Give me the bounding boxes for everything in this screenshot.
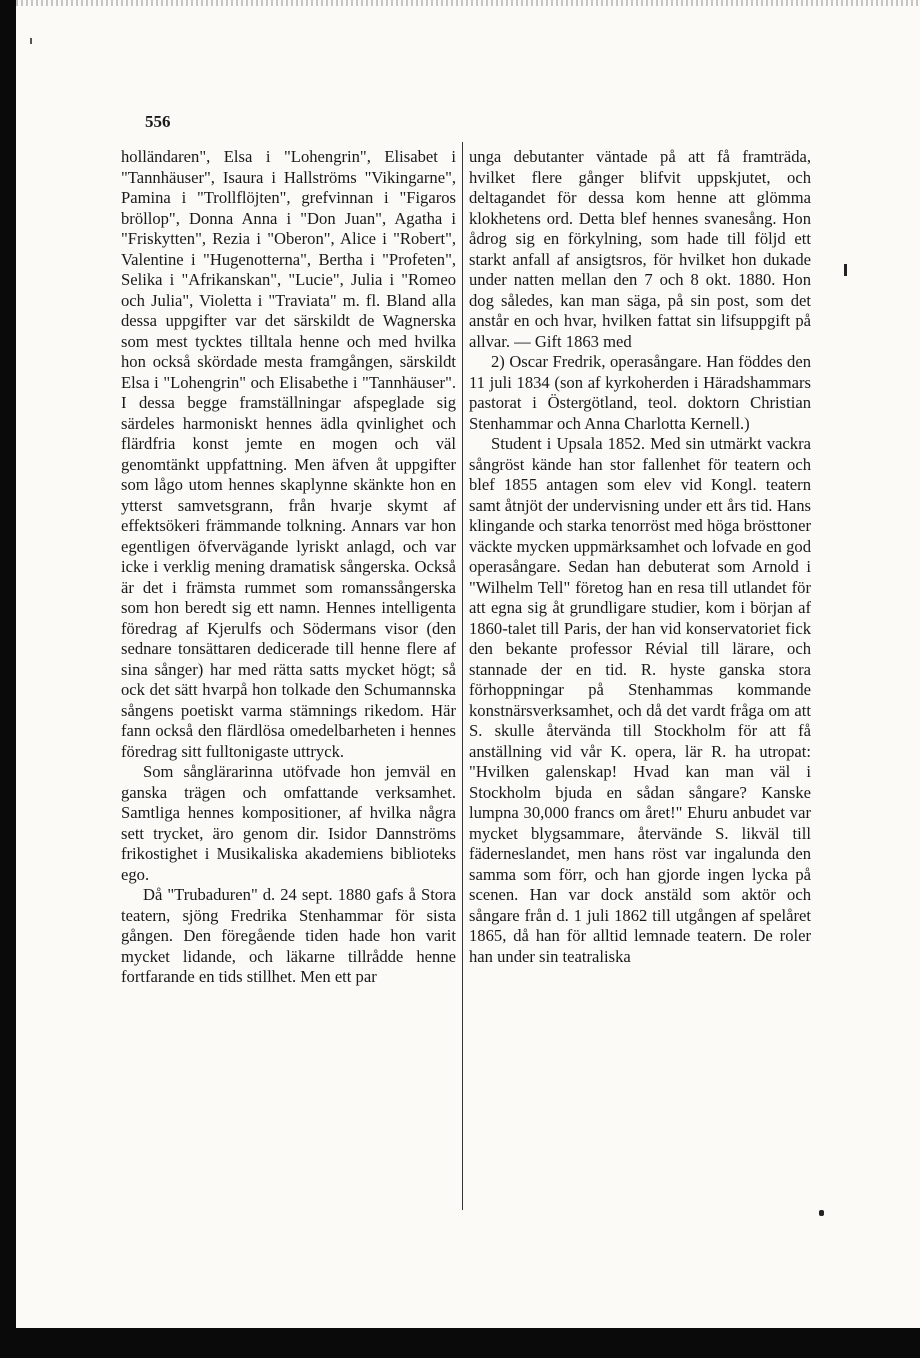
right-column (469, 147, 811, 967)
page-number: 556 (145, 112, 171, 131)
scan-blemish (30, 38, 32, 44)
scan-speckle-top (16, 0, 920, 6)
margin-dot (819, 1210, 824, 1216)
right-paragraph-3: Student i Upsala 1852. Med sin utmärkt vackra sångröst kände han stor fallenhet för teatern och blef 1855 antagen som elev vid Kongl. teatern samt åtnjöt der undervisning under ett års tid. Hans klingande och starka tenorröst med höga brösttoner väckte mycken uppmärksamhet och lofvade en god operasångare. Sedan han debuterat som Arnold i "Wilhelm Tell" företog han en resa till utlandet för att egna sig åt grundligare studier, kom i början af 1860-talet till Paris, der han vid konservatoriet fick den bekante professor Révial till lärare, och stannade der en tid. R. hyste ganska stora förhoppningar på Stenhammas kommande konstnärsverksamhet, och då det vardt fråga om att S. skulle återvända till Stockholm för att få anställning vid vår K. opera, lär R. ha utropat: "Hvilken galenskap! Hvad kan man väl i Stockholm bjuda en sådan sångare? Kanske lumpna 30,000 francs om året!" Ehuru anbudet var mycket blygsammare, återvände S. likväl till fäderneslandet, men hans röst var ingalunda den samma som förr, och han gjorde ingen lycka på scenen. Han var dock anstäld som aktör och sångare från d. 1 juli 1862 till utgången af spelåret 1865, då han för alltid lemnade teatern. De roler han under sin teatraliska (469, 434, 811, 966)
margin-mark (844, 264, 847, 276)
scan-border-bottom (0, 1328, 920, 1358)
scan-border-left (0, 0, 16, 1358)
left-paragraph-1: holländaren", Elsa i "Lohengrin", Elisabet i "Tannhäuser", Isaura i Hallströms "Vikingarne", Pamina i "Trollflöjten", grefvinnan i "Figaros bröllop", Donna Anna i "Don Juan", Agatha i "Friskytten", Rezia i "Oberon", Alice i "Robert", Valentine i "Hugenotterna", Bertha i "Profeten", Selika i "Afrikanskan", "Lucie", Julia i "Romeo och Julia", Violetta i "Traviata" m. fl. Bland alla dessa uppgifter var det särskildt de Wagnerska som mest tycktes tilltala henne och med hvilka hon också skördade mesta framgången, särskildt Elsa i "Lohengrin" och Elisabethe i "Tannhäuser". I dessa begge framställningar afspeglade sig särdeles harmoniskt hennes ädla qvinlighet och flärdfria konst jemte en mogen och väl genomtänkt uppfattning. Men äfven åt uppgifter som lågo utom hennes skaplynne skänkte hon en ytterst samvetsgrann, från hvarje skymt af effektsökeri främmande tolkning. Annars var hon egentligen öfvervägande lyriskt anlagd, och var icke i verklig mening dramatisk sångerska. Också är det i främsta rummet som romanssångerska som hon beredt sig ett namn. Hennes intelligenta föredrag af Kjerulfs och Södermans visor (den sednare tonsättaren dedicerade till henne flere af sina sånger) har med rätta satts mycket högt; så ock det sätt hvarpå hon tolkade den Schumannska sångens poetiskt varma stämnings rikedom. Här fann också den flärdlösa omedelbarheten i hennes föredrag sitt fulltonigaste uttryck. (121, 147, 456, 761)
column-divider (462, 142, 463, 1210)
right-paragraph-2: 2) Oscar Fredrik, operasångare. Han föddes den 11 juli 1834 (son af kyrkoherden i Häradshammars pastorat i Östergötland, teol. doktorn Christian Stenhammar och Anna Charlotta Kernell.) (469, 352, 811, 433)
right-paragraph-1: unga debutanter väntade på att få framträda, hvilket flere gånger blifvit uppskjutet, och deltagandet för dessa kom henne att glömma klokhetens ord. Detta blef hennes svanesång. Hon ådrog sig en förkylning, som hade till följd ett starkt anfall af ansigtsros, för hvilket hon dukade under natten mellan den 7 och 8 okt. 1880. Hon dog således, kan man säga, på sin post, som det anstår en och hvar, hvilken fattat sin lifsuppgift på allvar. — Gift 1863 med (469, 147, 811, 351)
left-paragraph-2: Som sånglärarinna utöfvade hon jemväl en ganska trägen och omfattande verksamhet. Samtliga hennes kompositioner, af hvilka några sett trycket, äro genom dir. Isidor Dannströms frikostighet i Musikaliska akademiens biblioteks ego. (121, 762, 456, 884)
left-paragraph-3: Då "Trubaduren" d. 24 sept. 1880 gafs å Stora teatern, sjöng Fredrika Stenhammar för sista gången. Den föregående tiden hade hon varit mycket lidande, och läkarne tillrådde henne fortfarande en tids stillhet. Men ett par (121, 885, 456, 986)
left-column (121, 147, 456, 988)
